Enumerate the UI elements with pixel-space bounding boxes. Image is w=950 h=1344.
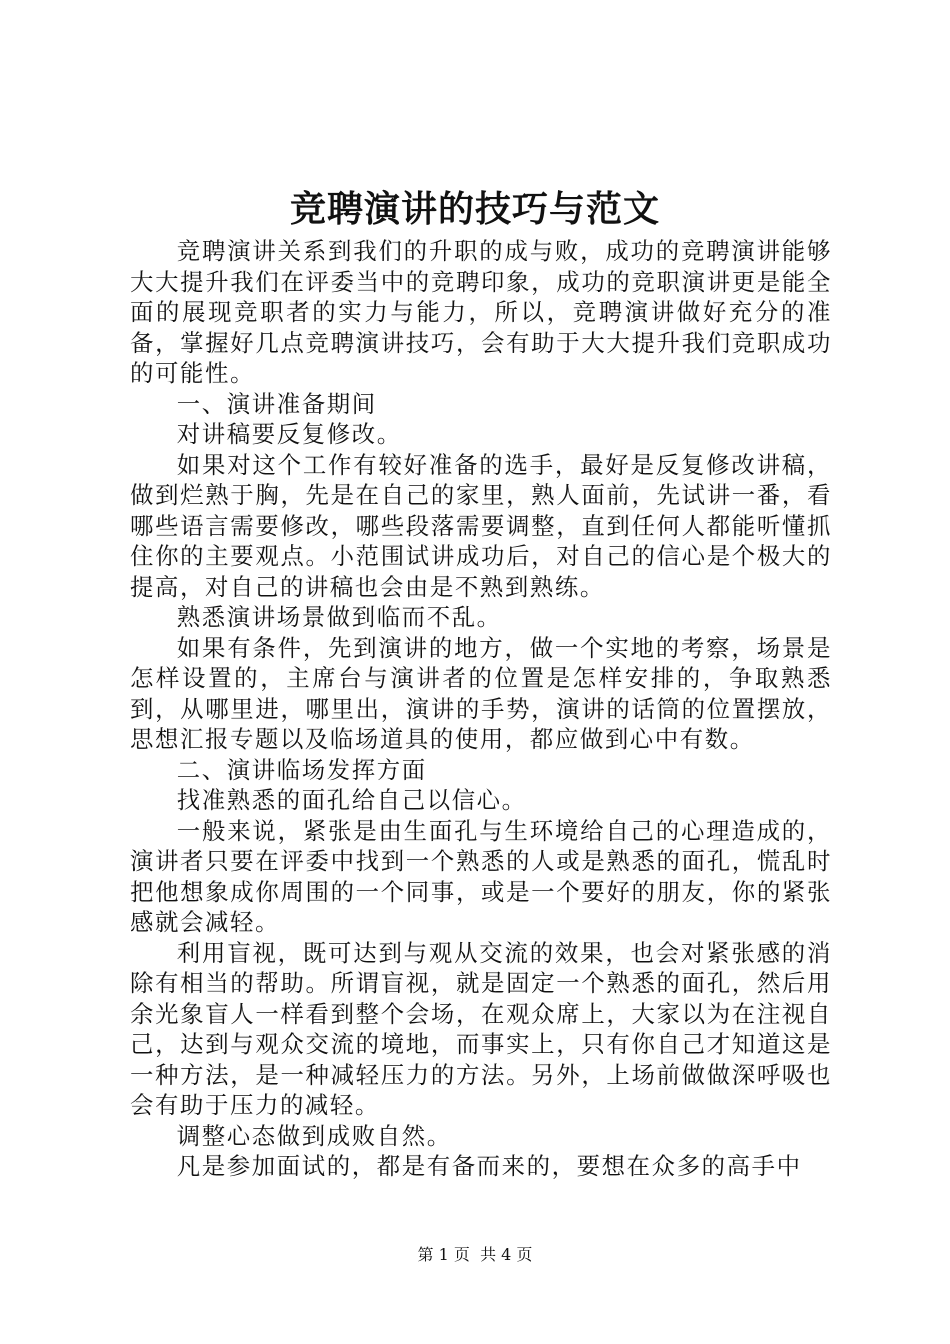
- paragraph-familiar-venue: 如果有条件，先到演讲的地方，做一个实地的考察，场景是怎样设置的，主席台与演讲者的位置是怎样安排的，争取熟悉到，从哪里进，哪里出，演讲的手势，演讲的话筒的位置摆放，思想汇报专题以及临场道具的使用，都应做到心中有数。: [130, 633, 832, 753]
- paragraph-intro: 竞聘演讲关系到我们的升职的成与败，成功的竞聘演讲能够大大提升我们在评委当中的竞聘印象，成功的竞职演讲更是能全面的展现竞职者的实力与能力，所以，竞聘演讲做好充分的准备，掌握好几点竞聘演讲技巧，会有助于大大提升我们竞职成功的可能性。: [130, 237, 832, 387]
- subheading-familiar-face: 找准熟悉的面孔给自己以信心。: [176, 786, 527, 814]
- paragraph-revise-speech: 如果对这个工作有较好准备的选手，最好是反复修改讲稿，做到烂熟于胸，先是在自己的家里，熟人面前，先试讲一番，看哪些语言需要修改，哪些段落需要调整，直到任何人都能听懂抓住你的主要观点。小范围试讲成功后，对自己的信心是个极大的提高，对自己的讲稿也会由是不熟到熟练。: [130, 450, 832, 601]
- subheading-familiar-venue: 熟悉演讲场景做到临而不乱。: [176, 603, 502, 631]
- paragraph-blind-gaze: 利用盲视，既可达到与观从交流的效果，也会对紧张感的消除有相当的帮助。所谓盲视，就是固定一个熟悉的面孔，然后用余光象盲人一样看到整个会场，在观众席上，大家以为在注视自己，达到与观众交流的境地，而事实上，只有你自己才知道这是一种方法，是一种减轻压力的方法。另外，上场前做做深呼吸也会有助于压力的减轻。: [130, 938, 832, 1119]
- paragraph-adjust-mindset: 凡是参加面试的，都是有备而来的，要想在众多的高手中: [176, 1152, 802, 1180]
- page-footer: [0, 1244, 950, 1266]
- subheading-adjust-mindset: 调整心态做到成败自然。: [176, 1121, 452, 1150]
- section-heading-preparation: 一、演讲准备期间: [176, 389, 377, 418]
- section-heading-on-site: 二、演讲临场发挥方面: [176, 755, 427, 784]
- document-body: [130, 236, 832, 1182]
- subheading-revise-speech: 对讲稿要反复修改。: [176, 420, 402, 448]
- paragraph-familiar-face: 一般来说，紧张是由生面孔与生环境给自己的心理造成的，演讲者只要在评委中找到一个熟悉的人或是熟悉的面孔，慌乱时把他想象成你周围的一个同事，或是一个要好的朋友，你的紧张感就会减轻。: [130, 816, 832, 936]
- page-number-label: 第 1 页 共 4 页: [417, 1245, 533, 1264]
- document-title: 竞聘演讲的技巧与范文: [289, 188, 660, 230]
